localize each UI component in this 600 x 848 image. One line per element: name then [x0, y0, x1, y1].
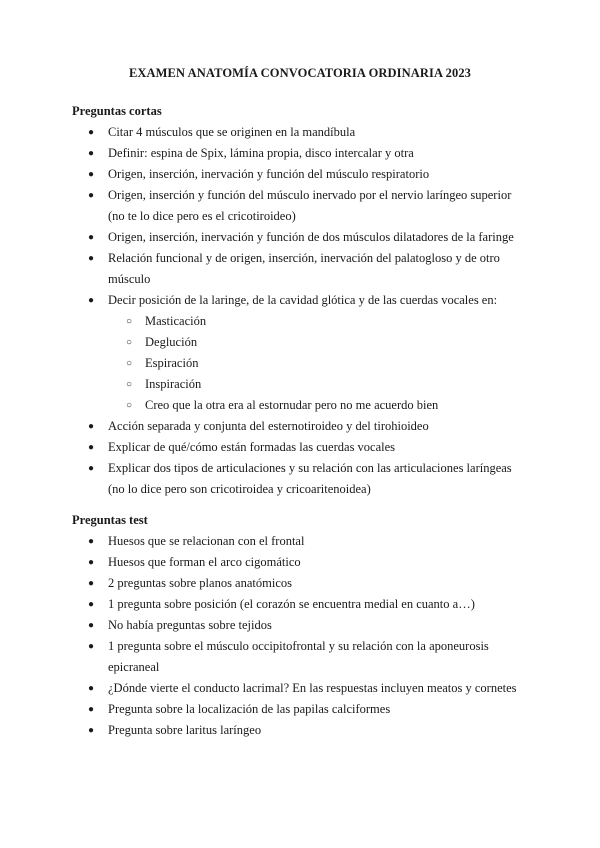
bullet-icon: ● — [88, 683, 95, 694]
list-item-text: Decir posición de la laringe, de la cavidad glótica y de las cuerdas vocales en: — [108, 293, 498, 307]
list-item-text: 1 pregunta sobre el músculo occipitofrontal y su relación con la aponeurosis epicraneal — [108, 639, 489, 674]
list-item — [0, 437, 600, 458]
list-item — [0, 552, 600, 573]
bullet-icon: ● — [88, 295, 95, 306]
list-item — [0, 164, 600, 185]
bullet-icon: ● — [88, 599, 95, 610]
list-item — [0, 615, 600, 636]
list-item — [0, 594, 600, 615]
bullet-icon: ● — [88, 148, 95, 159]
bullet-icon: ● — [88, 169, 95, 180]
sub-list-item — [108, 311, 520, 332]
list-item-text: Origen, inserción, inervación y función del músculo respiratorio — [108, 167, 430, 181]
sub-bullet-icon: ○ — [126, 316, 133, 327]
sub-list-item-text: Inspiración — [145, 377, 202, 391]
bullet-icon: ● — [88, 557, 95, 568]
list-item — [0, 678, 600, 699]
sub-list-item — [108, 332, 520, 353]
bullet-icon: ● — [88, 232, 95, 243]
bullet-icon: ● — [88, 641, 95, 652]
sub-list-item-text: Masticación — [145, 314, 207, 328]
list-item-text: Huesos que forman el arco cigomático — [108, 555, 301, 569]
sub-list-item — [108, 353, 520, 374]
list-item-text: Origen, inserción, inervación y función de dos músculos dilatadores de la faringe — [108, 230, 514, 244]
bullet-icon: ● — [88, 578, 95, 589]
list-item-text: Pregunta sobre la localización de las papilas calciformes — [108, 702, 391, 716]
list-item — [0, 290, 600, 416]
list-item — [0, 185, 600, 227]
sub-bullet-icon: ○ — [126, 400, 133, 411]
bullet-icon: ● — [88, 536, 95, 547]
sub-list — [108, 311, 520, 416]
list-item-text: Pregunta sobre laritus laríngeo — [108, 723, 262, 737]
sub-bullet-icon: ○ — [126, 379, 133, 390]
list-item — [0, 699, 600, 720]
list-item-text: 1 pregunta sobre posición (el corazón se encuentra medial en cuanto a…) — [108, 597, 475, 611]
list-item-text: Explicar de qué/cómo están formadas las cuerdas vocales — [108, 440, 396, 454]
list-item-text: Relación funcional y de origen, inserción, inervación del palatogloso y de otro músculo — [108, 251, 500, 286]
sub-bullet-icon: ○ — [126, 337, 133, 348]
list-item — [0, 416, 600, 437]
list-item-text: ¿Dónde vierte el conducto lacrimal? En las respuestas incluyen meatos y cornetes — [108, 681, 517, 695]
list-item — [0, 143, 600, 164]
sub-list-item — [108, 374, 520, 395]
list-item — [0, 458, 600, 500]
sub-bullet-icon: ○ — [126, 358, 133, 369]
sub-list-item-text: Deglución — [145, 335, 198, 349]
section-heading-test-questions: Preguntas test — [72, 513, 148, 527]
list-item-text: Acción separada y conjunta del esternotiroideo y del tirohioideo — [108, 419, 429, 433]
list-item-text: Origen, inserción y función del músculo inervado por el nervio laríngeo superior (no te lo dice pero es el cricotiroideo) — [108, 188, 512, 223]
list-item-text: Definir: espina de Spix, lámina propia, disco intercalar y otra — [108, 146, 414, 160]
list-item — [0, 636, 600, 678]
list-item-text: Huesos que se relacionan con el frontal — [108, 534, 305, 548]
list-item-text: 2 preguntas sobre planos anatómicos — [108, 576, 292, 590]
list-item-text: Citar 4 músculos que se originen en la mandíbula — [108, 125, 356, 139]
list-item — [0, 227, 600, 248]
list-item-text: Explicar dos tipos de articulaciones y su relación con las articulaciones laríngeas (no lo dice pero son cricotiroidea y cricoaritenoidea) — [108, 461, 512, 496]
list-item — [0, 720, 600, 741]
bullet-icon: ● — [88, 704, 95, 715]
bullet-icon: ● — [88, 421, 95, 432]
section-heading-short-questions: Preguntas cortas — [72, 104, 162, 118]
bullet-icon: ● — [88, 620, 95, 631]
bullet-icon: ● — [88, 190, 95, 201]
bullet-icon: ● — [88, 463, 95, 474]
page-title: EXAMEN ANATOMÍA CONVOCATORIA ORDINARIA 2023 — [128, 66, 472, 80]
short-questions-list — [0, 122, 600, 500]
bullet-icon: ● — [88, 442, 95, 453]
bullet-icon: ● — [88, 253, 95, 264]
list-item — [0, 573, 600, 594]
bullet-icon: ● — [88, 725, 95, 736]
test-questions-list — [0, 531, 600, 741]
list-item-text: No había preguntas sobre tejidos — [108, 618, 272, 632]
list-item — [0, 122, 600, 143]
bullet-icon: ● — [88, 127, 95, 138]
list-item — [0, 248, 600, 290]
sub-list-item — [108, 395, 520, 416]
list-item — [0, 531, 600, 552]
sub-list-item-text: Espiración — [145, 356, 199, 370]
sub-list-item-text: Creo que la otra era al estornudar pero no me acuerdo bien — [145, 398, 439, 412]
